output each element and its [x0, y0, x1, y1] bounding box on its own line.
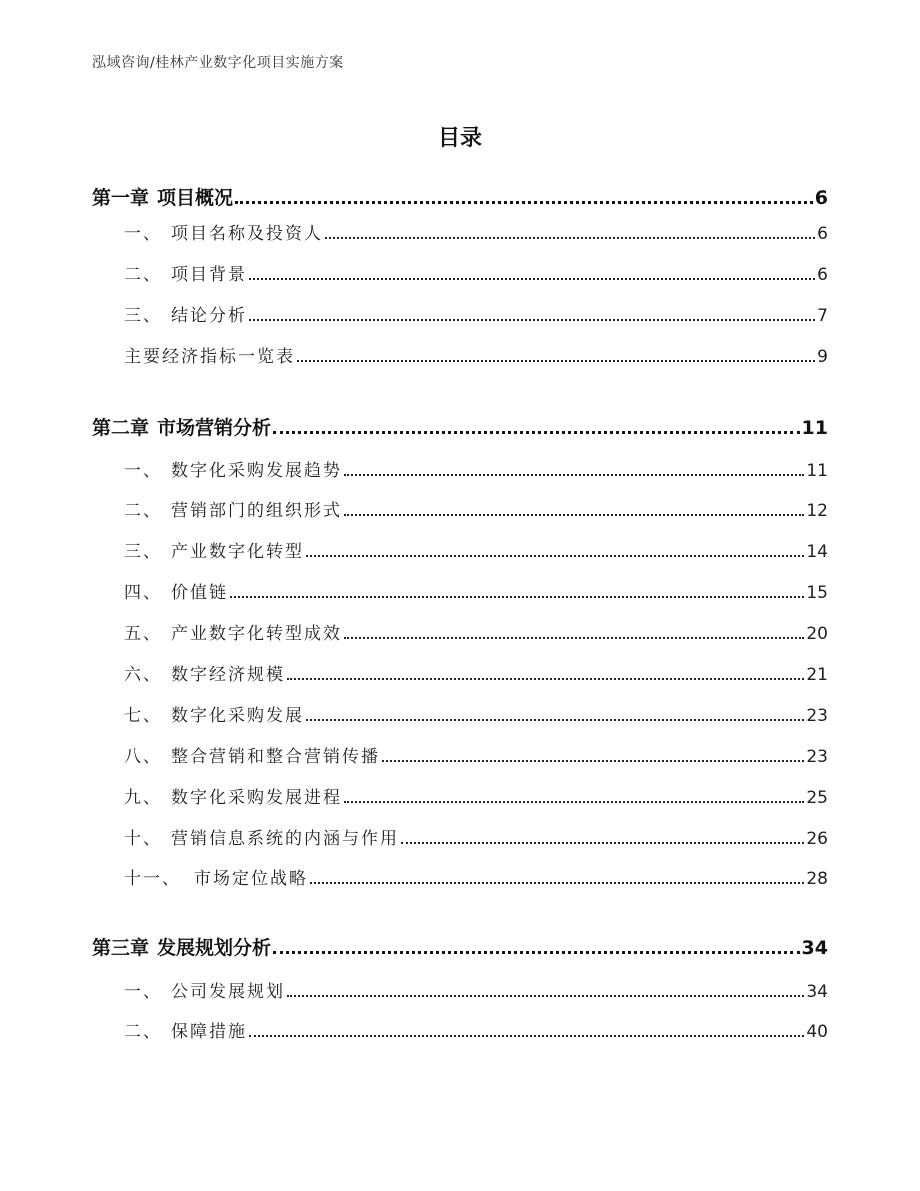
toc-page-number: 6 [817, 224, 828, 244]
toc-entry-label: 营销信息系统的内涵与作用 [171, 829, 399, 849]
toc-entry-label: 项目背景 [171, 265, 247, 285]
dot-leader [306, 719, 804, 721]
toc-page-number: 7 [817, 306, 828, 326]
toc-entry-label: 项目名称及投资人 [171, 224, 323, 244]
toc-page-number: 6 [817, 265, 828, 285]
toc-section-entry[interactable] [124, 701, 828, 726]
toc-chapter-entry[interactable] [92, 933, 828, 960]
dot-leader [325, 237, 815, 239]
dot-leader [401, 842, 804, 844]
toc-entry-number: 第二章 [92, 417, 150, 439]
toc-section-entry[interactable] [124, 783, 828, 808]
toc-page-number: 34 [801, 937, 828, 959]
dot-leader [344, 801, 804, 803]
toc-entry-label: 价值链 [171, 583, 228, 603]
toc-entry-label: 整合营销和整合营销传播 [171, 747, 380, 767]
toc-section-entry[interactable] [124, 219, 828, 244]
dot-leader [344, 514, 804, 516]
toc-section-entry[interactable] [124, 742, 828, 767]
dot-leader [306, 555, 804, 557]
toc-chapter-entry[interactable] [92, 413, 828, 440]
toc-page-number: 9 [817, 347, 828, 367]
toc-page-number: 15 [806, 583, 828, 603]
toc-entry-number: 一、 [124, 461, 162, 481]
dot-leader [273, 951, 800, 954]
toc-entry-number: 三、 [124, 542, 162, 562]
toc-entry-number: 四、 [124, 583, 162, 603]
toc-page-number: 40 [806, 1022, 828, 1042]
toc-section-entry[interactable] [124, 619, 828, 644]
toc-page-number: 11 [806, 461, 828, 481]
toc-entry-label: 数字化采购发展进程 [171, 788, 342, 808]
toc-entry-number: 二、 [124, 1022, 162, 1042]
toc-section-entry[interactable] [124, 537, 828, 562]
toc-entry-label: 数字化采购发展 [171, 706, 304, 726]
toc-entry-label: 发展规划分析 [157, 937, 272, 959]
toc-entry-label: 产业数字化转型 [171, 542, 304, 562]
toc-entry-number: 十、 [124, 829, 162, 849]
toc-page-number: 20 [806, 624, 828, 644]
toc-entry-number: 八、 [124, 747, 162, 767]
dot-leader [235, 201, 813, 204]
toc-entry-label: 营销部门的组织形式 [171, 501, 342, 521]
toc-page-number: 14 [806, 542, 828, 562]
toc-section-entry[interactable] [124, 824, 828, 849]
toc-page-number: 21 [806, 665, 828, 685]
dot-leader [310, 882, 804, 884]
toc-chapter-entry[interactable] [92, 183, 828, 210]
toc-entry-number: 一、 [124, 982, 162, 1002]
dot-leader [249, 1035, 804, 1037]
toc-page-number: 23 [806, 706, 828, 726]
toc-entry-label: 产业数字化转型成效 [171, 624, 342, 644]
toc-entry-number: 第三章 [92, 937, 150, 959]
toc-entry-number: 三、 [124, 306, 162, 326]
dot-leader [249, 319, 815, 321]
dot-leader [287, 995, 804, 997]
dot-leader [230, 596, 804, 598]
dot-leader [273, 431, 800, 434]
dot-leader [382, 760, 804, 762]
toc-entry-label: 项目概况 [157, 187, 234, 209]
toc-section-entry[interactable] [124, 456, 828, 481]
toc-entry-number: 二、 [124, 265, 162, 285]
running-header: 泓域咨询/桂林产业数字化项目实施方案 [92, 55, 344, 71]
toc-entry-number: 十一、 [124, 869, 181, 889]
toc-page-number: 23 [806, 747, 828, 767]
toc-title: 目录 [437, 126, 482, 151]
dot-leader [297, 360, 815, 362]
dot-leader [344, 637, 804, 639]
dot-leader [249, 278, 815, 280]
toc-section-entry[interactable] [124, 977, 828, 1002]
toc-entry-number: 一、 [124, 224, 162, 244]
toc-page-number: 11 [801, 417, 828, 439]
toc-page-number: 28 [806, 869, 828, 889]
toc-entry-number: 九、 [124, 788, 162, 808]
toc-entry-number: 七、 [124, 706, 162, 726]
toc-entry-number: 六、 [124, 665, 162, 685]
toc-section-entry[interactable] [124, 864, 828, 889]
toc-section-entry[interactable] [124, 301, 828, 326]
toc-entry-label: 主要经济指标一览表 [124, 347, 295, 367]
toc-entry-label: 结论分析 [171, 306, 247, 326]
dot-leader [287, 678, 804, 680]
toc-page-number: 26 [806, 829, 828, 849]
toc-section-entry[interactable] [124, 496, 828, 521]
toc-entry-label: 数字经济规模 [171, 665, 285, 685]
toc-entry-label: 市场定位战略 [194, 869, 308, 889]
dot-leader [344, 474, 804, 476]
toc-entry-label: 市场营销分析 [157, 417, 272, 439]
toc-section-entry[interactable] [124, 342, 828, 367]
toc-section-entry[interactable] [124, 260, 828, 285]
toc-section-entry[interactable] [124, 1017, 828, 1042]
toc-entry-number: 二、 [124, 501, 162, 521]
toc-page-number: 6 [814, 187, 828, 209]
toc-entry-number: 第一章 [92, 187, 150, 209]
toc-entry-label: 保障措施 [171, 1022, 247, 1042]
toc-page-number: 34 [806, 982, 828, 1002]
toc-entry-number: 五、 [124, 624, 162, 644]
toc-entry-label: 数字化采购发展趋势 [171, 461, 342, 481]
toc-entry-label: 公司发展规划 [171, 982, 285, 1002]
toc-page-number: 25 [806, 788, 828, 808]
toc-page-number: 12 [806, 501, 828, 521]
toc-section-entry[interactable] [124, 660, 828, 685]
toc-section-entry[interactable] [124, 578, 828, 603]
